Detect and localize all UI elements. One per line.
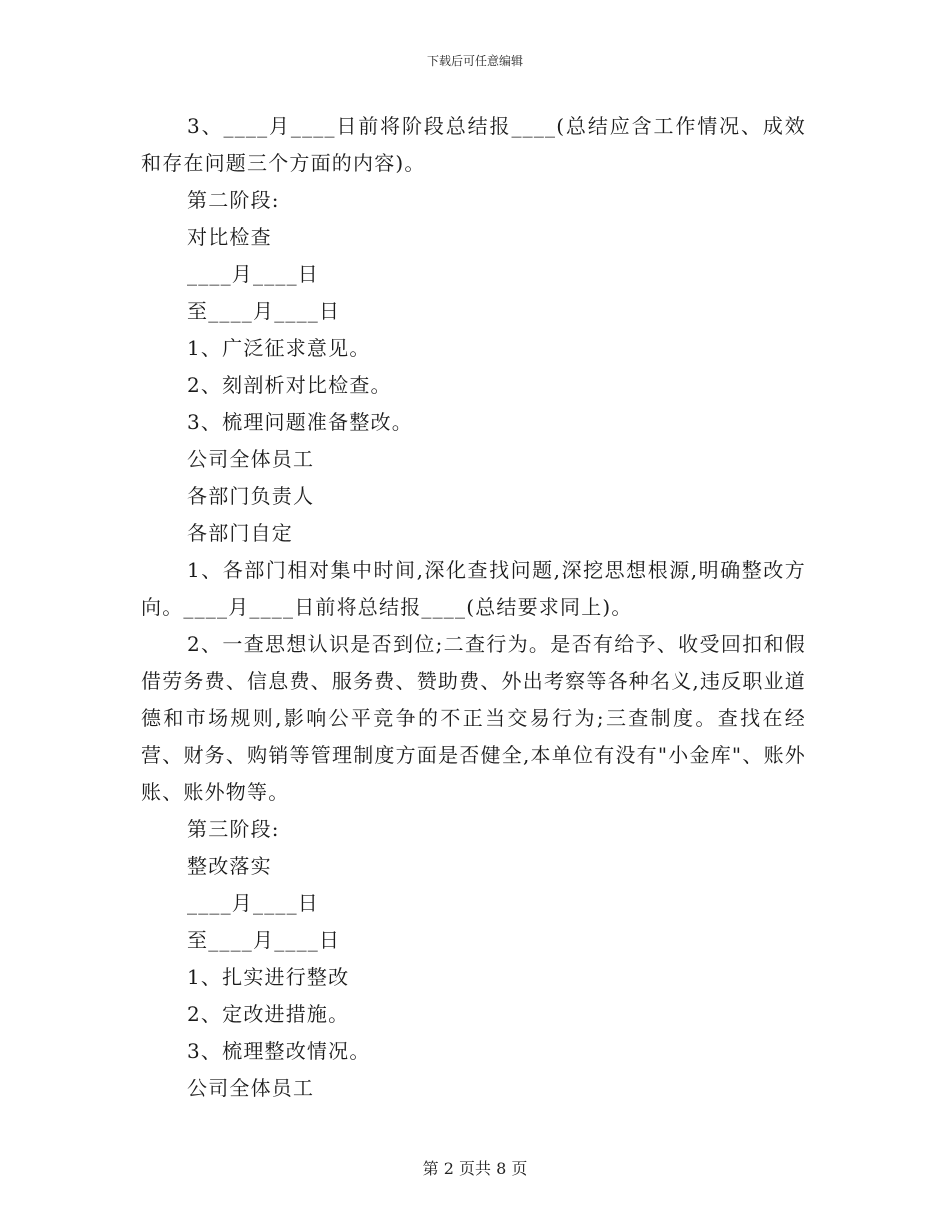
paragraph: 整改落实 [187, 854, 272, 878]
paragraph: 2、定改进措施。 [187, 1002, 350, 1026]
paragraph: ____月____日 [187, 891, 319, 915]
paragraph: 3、梳理整改情况。 [187, 1039, 371, 1063]
paragraph: ____月____日 [187, 262, 319, 286]
section-heading: 第三阶段: [187, 817, 280, 841]
paragraph: 至____月____日 [187, 928, 341, 952]
paragraph: 各部门负责人 [187, 484, 315, 508]
paragraph: 3、____月____日前将阶段总结报____(总结应含工作情况、成效和存在问题三个方面的内容)。 [141, 114, 806, 175]
paragraph: 公司全体员工 [187, 447, 315, 471]
paragraph: 2、一查思想认识是否到位;二查行为。是否有给予、收受回扣和假借劳务费、信息费、服务费、赞助费、外出考察等各种名义,违反职业道德和市场规则,影响公平竞争的不正当交易行为;三查制度。查找在经营、财务、购销等管理制度方面是否健全,本单位有没有"小金库"、账外账、账外物等。 [141, 632, 806, 804]
page-header: 下载后可任意编辑 [426, 54, 523, 68]
document-body [141, 108, 806, 1107]
paragraph: 1、扎实进行整改 [187, 965, 350, 989]
paragraph: 至____月____日 [187, 299, 341, 323]
section-heading: 第二阶段: [187, 188, 280, 212]
paragraph: 2、刻剖析对比检查。 [187, 373, 392, 397]
paragraph: 3、梳理问题准备整改。 [187, 410, 413, 434]
paragraph: 1、各部门相对集中时间,深化查找问题,深挖思想根源,明确整改方向。____月____日前将总结报____(总结要求同上)。 [141, 558, 806, 619]
paragraph: 1、广泛征求意见。 [187, 336, 371, 360]
page-footer: 第 2 页共 8 页 [422, 1159, 528, 1178]
paragraph: 各部门自定 [187, 521, 293, 545]
paragraph: 公司全体员工 [187, 1076, 315, 1100]
paragraph: 对比检查 [187, 225, 272, 249]
